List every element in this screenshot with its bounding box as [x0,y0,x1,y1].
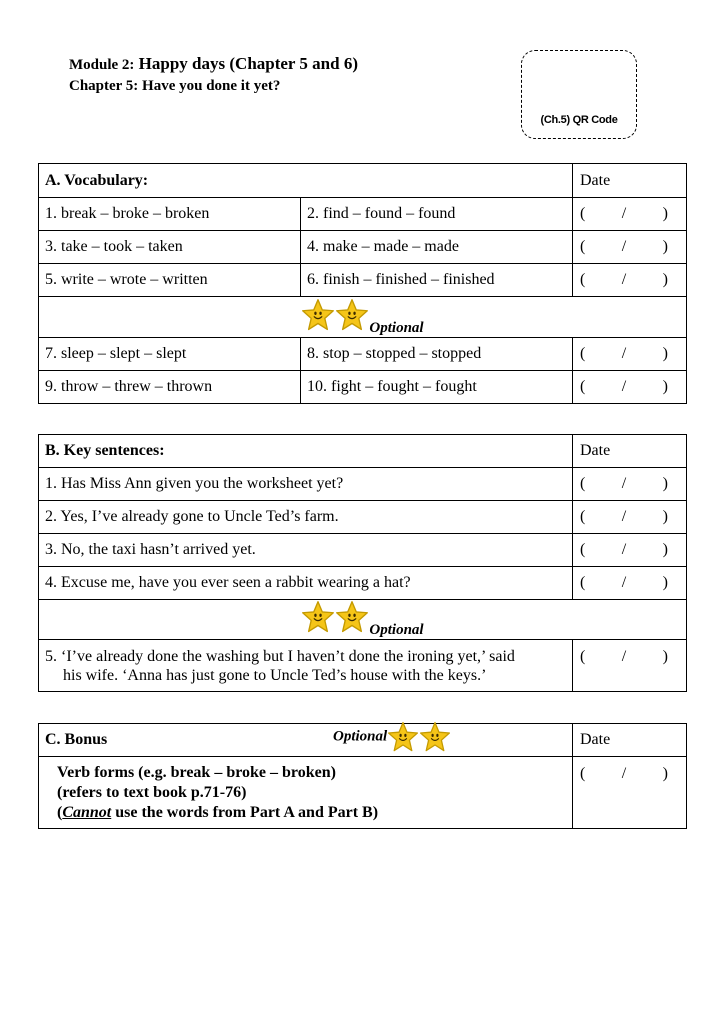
vocab-item: 9. throw – threw – thrown [39,371,301,404]
stars-group [301,600,369,639]
table-row [39,534,687,567]
star-icon [387,721,419,753]
vocab-item: 2. find – found – found [301,198,573,231]
optional-label: Optional [369,319,424,336]
date-field[interactable]: ( / ) [573,198,687,231]
vocab-item: 10. fight – fought – fought [301,371,573,404]
date-field[interactable]: ( / ) [573,264,687,297]
table-row [39,468,687,501]
sentence-line: his wife. ‘Anna has just gone to Uncle Ted’s house with the keys.’ [63,666,487,684]
bonus-optional [333,721,451,753]
key-sentences-table [38,434,687,692]
vocab-item: 8. stop – stopped – stopped [301,338,573,371]
module-title [69,54,358,75]
bonus-instructions [39,757,573,829]
date-field[interactable]: ( / ) [573,501,687,534]
star-icon [335,298,369,332]
date-field[interactable]: ( / ) [573,640,687,692]
table-row [39,501,687,534]
date-field[interactable]: ( / ) [573,371,687,404]
bonus-heading-cell [39,724,573,757]
chapter-title: Chapter 5: Have you done it yet? [69,78,281,94]
table-row [39,264,687,297]
module-lead: Module 2: [69,57,135,73]
table-row [39,338,687,371]
bonus-line: (refers to text book p.71-76) [57,783,247,801]
table-row [39,231,687,264]
sentence-line: 5. ‘I’ve already done the washing but I haven’t done the ironing yet,’ said [45,647,515,665]
table-row [39,371,687,404]
vocabulary-heading: A. Vocabulary: [39,164,573,198]
optional-divider [39,600,687,640]
bonus-line: (Cannot use the words from Part A and Part B) [57,803,379,821]
date-field[interactable]: ( / ) [573,567,687,600]
star-icon [301,298,335,332]
sentence-item-long [39,640,573,692]
date-field[interactable]: ( / ) [573,338,687,371]
cannot-emphasis: Cannot [62,803,112,821]
table-row [39,198,687,231]
optional-divider [39,297,687,338]
vocab-item: 6. finish – finished – finished [301,264,573,297]
vocabulary-table [38,163,687,404]
star-icon [419,721,451,753]
table-row [39,567,687,600]
module-name: Happy days (Chapter 5 and 6) [138,54,358,73]
stars-group [301,298,369,337]
qr-code-placeholder [521,50,637,139]
date-field[interactable]: ( / ) [573,757,687,829]
worksheet-header [69,54,358,97]
vocab-item: 1. break – broke – broken [39,198,301,231]
key-sentences-heading: B. Key sentences: [39,435,573,468]
date-header: Date [573,724,687,757]
sentence-item: 1. Has Miss Ann given you the worksheet yet? [39,468,573,501]
vocab-item: 4. make – made – made [301,231,573,264]
date-field[interactable]: ( / ) [573,534,687,567]
vocab-item: 7. sleep – slept – slept [39,338,301,371]
optional-label: Optional [333,728,388,745]
date-field[interactable]: ( / ) [573,231,687,264]
table-row [39,640,687,692]
date-field[interactable]: ( / ) [573,468,687,501]
bonus-table [38,723,687,829]
sentence-item: 3. No, the taxi hasn’t arrived yet. [39,534,573,567]
qr-code-label: (Ch.5) QR Code [540,114,618,126]
date-header: Date [573,164,687,198]
bonus-heading: C. Bonus [45,731,108,748]
bonus-line: Verb forms (e.g. break – broke – broken) [57,763,336,781]
star-icon [301,600,335,634]
star-icon [335,600,369,634]
sentence-item: 2. Yes, I’ve already gone to Uncle Ted’s farm. [39,501,573,534]
vocab-item: 3. take – took – taken [39,231,301,264]
vocab-item: 5. write – wrote – written [39,264,301,297]
sentence-item: 4. Excuse me, have you ever seen a rabbit wearing a hat? [39,567,573,600]
date-header: Date [573,435,687,468]
optional-label: Optional [369,622,424,638]
